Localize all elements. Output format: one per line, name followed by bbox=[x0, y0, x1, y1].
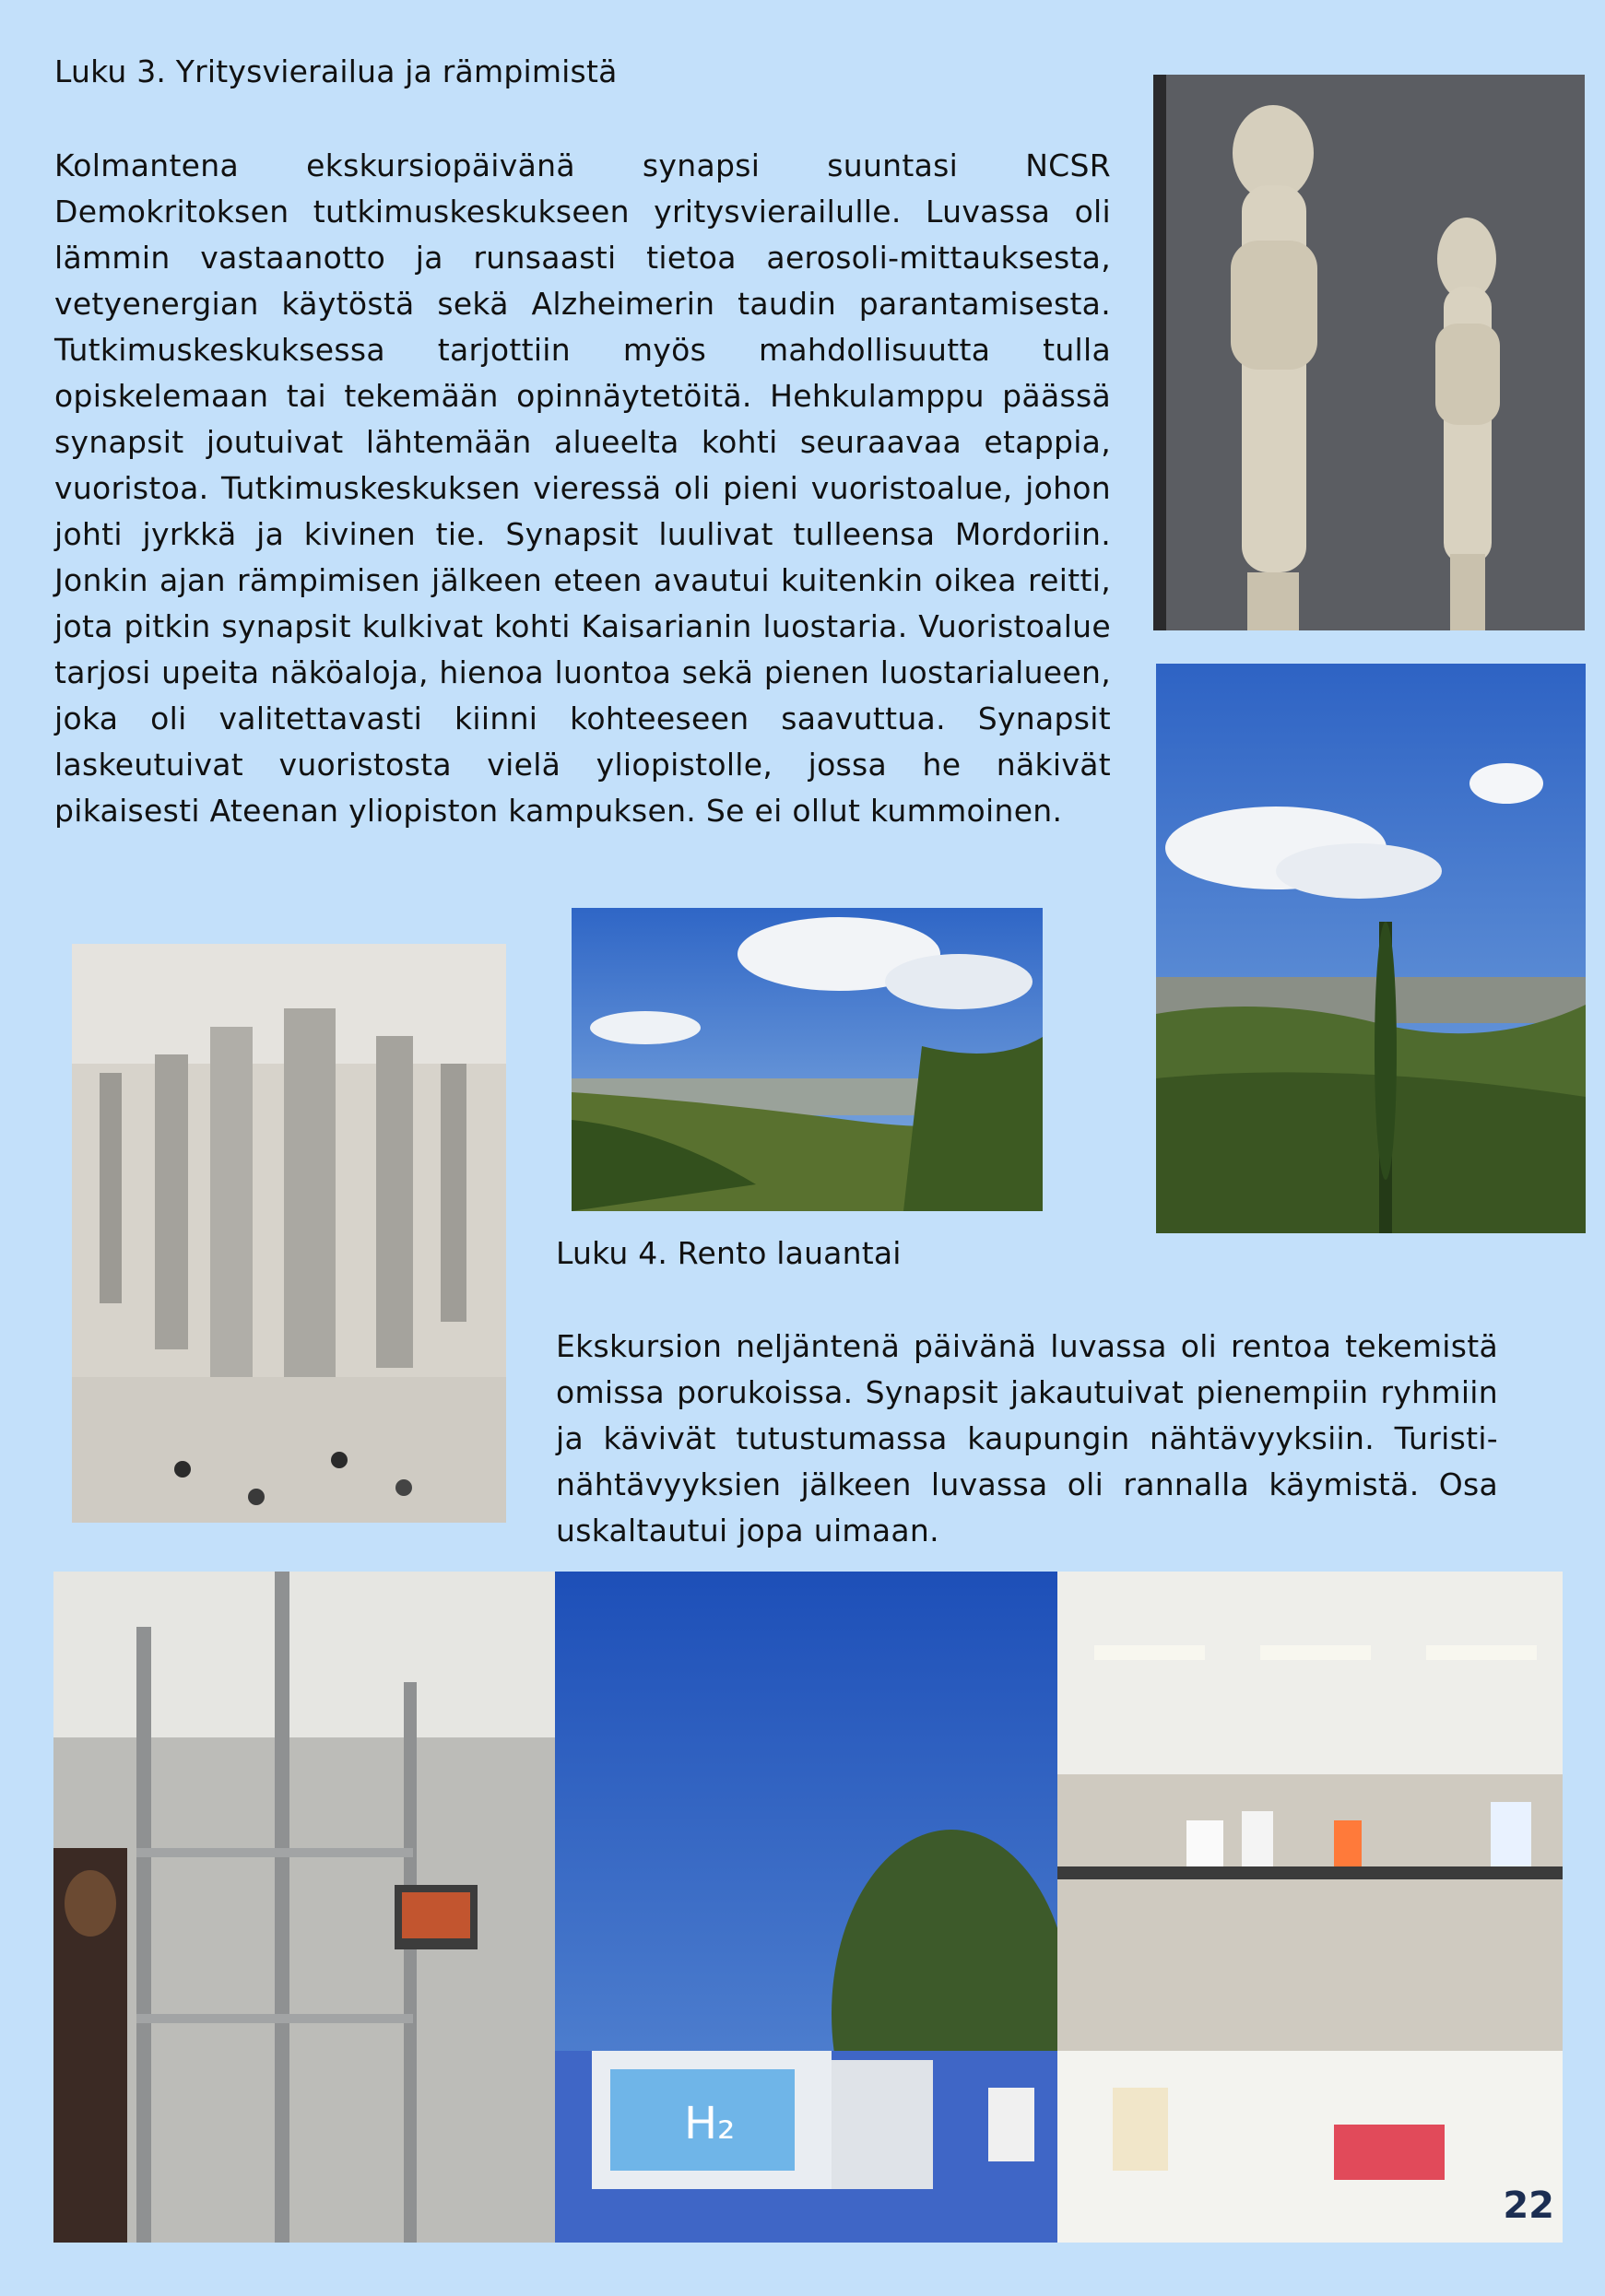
chapter3-heading: Luku 3. Yritysvierailua ja rämpimistä bbox=[54, 53, 618, 89]
acropolis-museum-photo bbox=[72, 944, 506, 1523]
hydrogen-station-photo bbox=[555, 1572, 1057, 2243]
chapter4-paragraph: Ekskursion neljäntenä päivänä luvassa oli rentoa tekemistä omissa porukoissa. Synapsit jakautuivat pienempiin ryhmiin ja kävivät tutustumassa kaupungin nähtävyyksiin. Turisti-nähtävyyksien jälkeen luvassa oli rannalla käymistä. Osa uskaltautui jopa uimaan. bbox=[556, 1328, 1498, 1548]
lab-bench-photo bbox=[1057, 1572, 1563, 2243]
lab-equipment-photo bbox=[53, 1572, 555, 2243]
h2-label: H₂ bbox=[684, 2098, 736, 2149]
cypress-landscape-photo bbox=[1156, 664, 1586, 1233]
page-number: 22 bbox=[1503, 2184, 1554, 2227]
cycladic-figurines-photo bbox=[1153, 75, 1585, 630]
chapter3-paragraph: Kolmantena ekskursiopäivänä synapsi suuntasi NCSR Demokritoksen tutkimuskeskukseen yritysvierailulle. Luvassa oli lämmin vastaanotto ja runsaasti tietoa aerosoli-mittauksesta, vetyenergian käytöstä sekä Alzheimerin taudin parantamisesta. Tutkimuskeskuksessa tarjottiin myös mahdollisuutta tulla opiskelemaan tai tekemään opinnäytetöitä. Hehkulamppu päässä synapsit joutuivat lähtemään alueelta kohti seuraavaa etappia, vuoristoa. Tutkimuskeskuksen vieressä oli pieni vuoristoalue, johon johti jyrkkä ja kivinen tie. Synapsit luulivat tulleensa Mordoriin. Jonkin ajan rämpimisen jälkeen eteen avautui kuitenkin oikea reitti, jota pitkin synapsit kulkivat kohti Kaisarianin luostaria. Vuoristoalue tarjosi upeita näköaloja, hienoa luontoa sekä pienen luostarialueen, joka oli valitettavasti kiinni kohteeseen saavuttua. Synapsit laskeutuivat vuoristosta vielä yliopistolle, jossa he näkivät pikaisesti Ateenan yliopiston kampuksen. Se ei ollut kummoinen. bbox=[54, 147, 1111, 829]
chapter4-heading: Luku 4. Rento lauantai bbox=[556, 1235, 902, 1271]
mountain-view-photo bbox=[572, 908, 1043, 1211]
